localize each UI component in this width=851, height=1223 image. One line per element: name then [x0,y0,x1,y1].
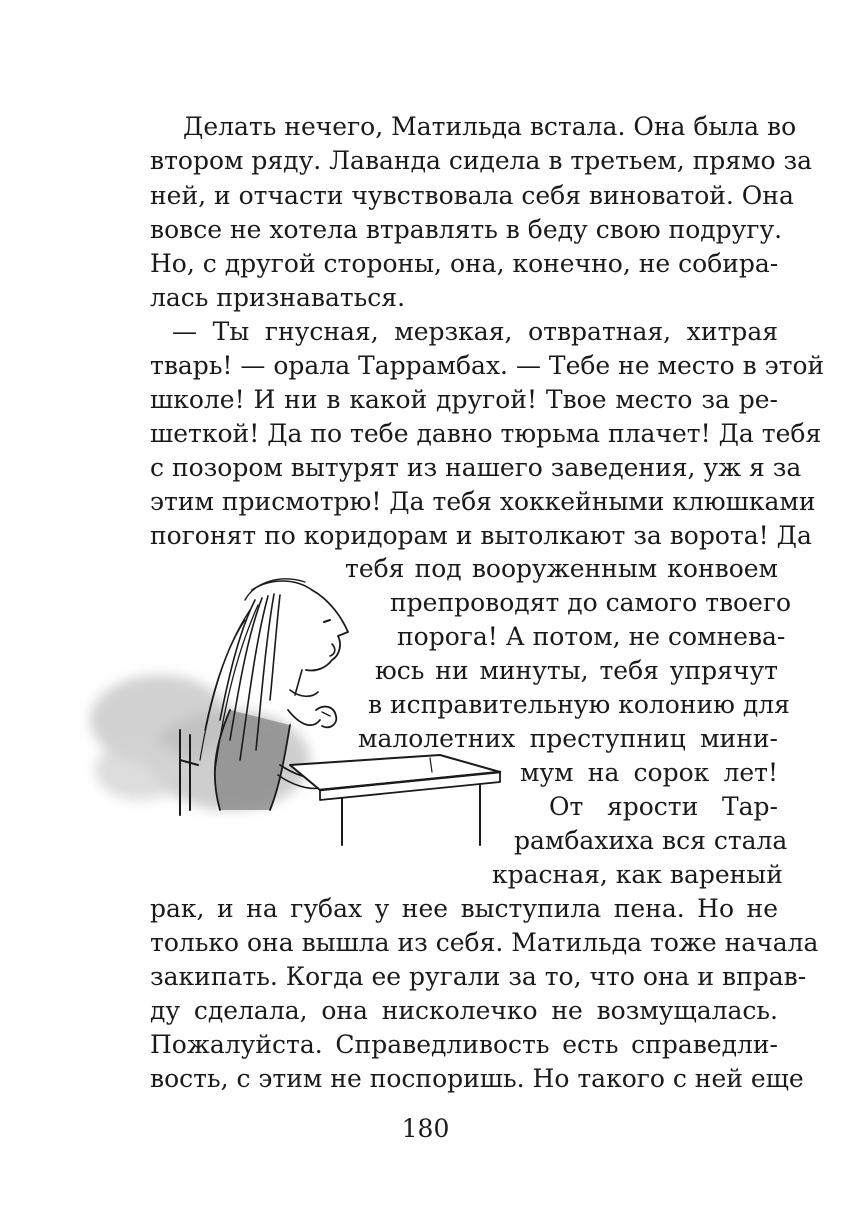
text-line: препроводят до самого твоего [390,588,792,617]
text-line: школе! И ни в какой другой! Твое место за ре- [150,385,778,414]
text-line: мум на сорок лет! [520,758,778,787]
page-number: 180 [401,1114,450,1143]
illustration-girl-at-desk [80,560,510,850]
text-line: красная, как вареный [492,860,783,889]
text-line: порога! А потом, не сомнева- [397,622,786,651]
text-line: в исправительную колонию для [368,690,790,719]
text-line: юсь ни минуты, тебя упрячут [375,656,778,685]
text-line: погонят по коридорам и вытолкают за ворота! Да [150,521,812,550]
text-line: этим присмотрю! Да тебя хоккейными клюшками [150,487,816,516]
text-line: закипать. Когда ее ругали за то, что она и вправ- [150,962,807,991]
text-line: тебя под вооруженным конвоем [345,554,778,583]
text-line: лась признаваться. [150,283,406,312]
text-line: От ярости Тар- [549,792,778,821]
desk [290,755,500,845]
text-line: тварь! — орала Таррамбах. — Тебе не место в этой [150,351,825,380]
text-line: — Ты гнусная, мерзкая, отвратная, хитрая [172,317,778,346]
text-line: рамбахиха вся стала [514,826,788,855]
text-line: только она вышла из себя. Матильда тоже начала [150,928,819,957]
text-line: Пожалуйста. Справедливость есть справедли- [150,1030,778,1059]
text-line: малолетних преступниц мини- [358,724,778,753]
text-line: шеткой! Да по тебе давно тюрьма плачет! Да тебя [150,419,822,448]
text-line: Но, с другой стороны, она, конечно, не собира- [150,249,779,278]
text-line: втором ряду. Лаванда сидела в третьем, прямо за [150,146,813,175]
text-line: Делать нечего, Матильда встала. Она была во [183,112,797,141]
text-line: с позором вытурят из нашего заведения, уж я за [150,453,802,482]
text-line: вость, с этим не поспоришь. Но такого с ней еще [150,1064,804,1093]
text-line: вовсе не хотела втравлять в беду свою подругу. [150,215,783,244]
text-line: ду сделала, она нисколечко не возмущалась. [150,996,778,1025]
text-line: рак, и на губах у нее выступила пена. Но не [150,894,778,923]
text-line: ней, и отчасти чувствовала себя виноватой. Она [150,181,794,210]
